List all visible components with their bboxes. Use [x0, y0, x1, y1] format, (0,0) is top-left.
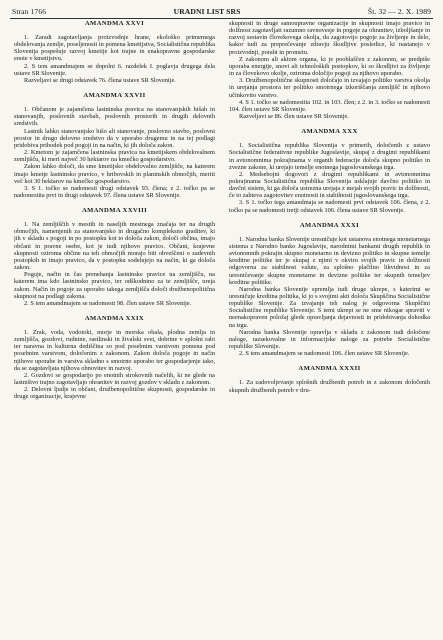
paragraph: 2. S tem amandmajem se nadomesti 106. člen ustave SR Slovenije.	[239, 350, 410, 358]
paragraph: Narodna banka Slovenije opravlja v skladu z zakonom tudi določene naloge, razsekovalne in informacijske naloge za potrebe Socialistične republike Slovenije.	[229, 328, 430, 351]
amendment-heading: AMANDMA XXIX	[84, 315, 145, 322]
issue-date: Št. 32 — 2. X. 1989	[367, 6, 431, 16]
paragraph: 1. Zaradi zagotavljanja proizvodnje hrane, ekološko primernega obdelovanja zemlje, poseljenosti in pomena kmetijstva, Socialistična republika Slovenija pospešuje razvoj kmetije kot trajne in enakopravne gospodarske enote v kmetijstvu.	[14, 34, 215, 63]
paragraph: 1. Socialistična republika Slovenija v primerih, določenih z ustavo Socialistične federativne republike Jugoslavije, skupaj z drugimi republikami in avtonomnima pokrajinama v organih federacije določa skupno politiko in zvezne zakone, ki urejajo temelje enotnega jugoslovanskega trga.	[229, 142, 430, 171]
paragraph: 1. Za zadovoljevanje splošnih družbenih potreb in z zakonom določenih skupnih družbenih potreb v dru-	[229, 379, 430, 394]
paragraph: 1. Narodna banka Slovenije uresničuje kot ustanova enotnega monetarnega sistema z Narodno banko Jugoslavije, narodnimi bankami drugih republik in avtonomnih pokrajin skupno monetarno in devizno politiko in skupne temelje kreditne politike ter je skupaj z njimi v okviru svojih pravic in dolžnosti odgovorna za stabilnost valute, za splošno plačilno likvidnost in za uresničevanje skupne monetarne in devizne politike ter skupnih temeljev kreditne politike.	[229, 235, 430, 286]
amendment-heading: AMANDMA XXXII	[298, 365, 361, 373]
paragraph: Zakon lahko določi, da sme kmetijsko obdelovalno zemljišče, na katerem imajo kmetje lastninsko pravico, v hribovskih in planinskih območjih, meriti več kot 30 hektarov na kmečko gospodarstvo.	[14, 163, 215, 185]
amendment-heading: AMANDMA XXX	[301, 128, 358, 136]
amendment-heading: AMANDMA XXXI	[299, 221, 360, 229]
paragraph: 3. Družbenopolitične skupnosti določajo in izvajajo politiko varstva okolja in urejanja prostora ter politiko smotrnega izkoriščanja zemljišč in njihovo učinkovito varstvo.	[229, 77, 430, 99]
paragraph: 2. S tem amandmajem se nadomesti 98. člen ustave SR Slovenije.	[24, 299, 192, 307]
paragraph: 3. S 1. točko se nadomesti drugi odstavek 93. člena; z 2. točko pa se nadomestita prvi in drugi odstavek 97. člena ustave SR Slovenije.	[14, 184, 215, 199]
paragraph: skupnosti in druge samoupravne organizacije in skupnosti imajo pravico in dolžnost zagotavljati razumno ravnovesje in pogoje za ohranitev, izboljšanje in razvoj sestavin človekovega okolja, da zagotovijo pogoje za življenje in delo, kakor tudi za preprečevanje zdravju škodljive posledice, ki nastanejo v proizvodnji, porabi in prometu.	[229, 20, 430, 56]
page-header	[12, 5, 431, 17]
paragraph: Narodna banka Slovenije spremlja tudi druge ukrepe, s katerimi se uresničuje kreditna politika, ki jo s svojimi akti določa Skupščina Socialistične republike Slovenije. Za izvajanje teh nalog je odgovorna Skupščini Socialistične republike Slovenije. S temi ukrepi se ne sme nikogar spraviti v neenakopraven položaj glede opravljanja dejavnosti in pridobivanja dohodka na trgu.	[229, 285, 430, 329]
paragraph: Razveljavi se 86. člen ustave SR Slovenije.	[239, 113, 349, 121]
paragraph: 2. Delovni ljudje in občani, družbenopolitične skupnosti, gospodarske in druge organizacije, krajevne	[14, 386, 215, 401]
paragraph: 4. S 1. točko se nadomestita 102. in 103. člen; z 2. in 3. točko se nadomesti 104. člen ustave SR Slovenije.	[229, 98, 430, 113]
paragraph: Lastnik lahko stanovanjsko hišo ali stanovanje, poslovno stavbo, poslovni prostor in drugo delovno sredstvo da v uporabo drugemu in na tej podlagi pridobiva prihodek pod pogoji in na način, ki jih določa zakon.	[14, 127, 215, 149]
amendment-heading: AMANDMA XXVI	[84, 20, 145, 27]
paragraph: 2. Gozdovi se gospodarijo po enotnih strokovnih načelih, ki ne glede na lastništvo trajno zagotavljajo ohranitev in razvoj gozdov v skladu z zakonom.	[14, 371, 215, 387]
paragraph: 3. S 1. točko tega amandmaja se nadomesti prvi odstavek 106. člena, z 2. točko pa se nadomesti tretji odstavek 106. člena ustave SR Slovenije.	[229, 199, 430, 214]
paragraph: 1. Zrak, voda, vodotoki, morje in morska obala, plodna zemlja in zemljišča, gozdovi, rudnine, rastlinski in živalski svet, dobrine v splošni rabi ter naravna in kulturna dediščina so pod posebnim varstvom pomena pod posebnim varstvom, določenim z zakonom. Zakon določa pogoje in način njihove uporabe in varstva skladno s smotrno uporabo ter gospodarjenje tako, da se zagotavljata njihova obnovitev in razvoj.	[14, 329, 215, 372]
paragraph: 2. Kmetom je zajamčena lastninska pravica na kmetijskem obdelovalnem zemljišču, ki meri največ 30 hektarov na kmečko gospodarstvo.	[14, 149, 215, 164]
paragraph: 2. S tem amandmajem se dopolni 6. razdelek I. poglavja drugega dela ustave SR Slovenije.	[14, 62, 215, 77]
right-column	[229, 20, 430, 638]
amendment-heading: AMANDMA XXVIII	[81, 207, 148, 215]
journal-title: URADNI LIST SRS	[173, 6, 241, 16]
amendment-heading: AMANDMA XXVII	[83, 92, 146, 100]
paragraph: 2. Medsebojni dogovori z drugimi republikami in avtonomnima pokrajinama Socialistična republika Slovenija usklajuje davčno politiko in davčni sistem, ki ga določa ustrezna urejaja z mejah svojih pravic in dolžnosti, če to zahteva zagotovitev enotnosti in stabilnosti jugoslovanskega trga.	[229, 170, 430, 200]
paragraph: Razveljavi se drugi odstavek 76. člena ustave SR Slovenije.	[24, 76, 176, 84]
paragraph: Z zakonom ali aktom organa, ki je pooblaščen z zakonom, se predpiše uporaba energije, snovi ali tehnoloških postopkov, ki so škodljivi za življenje in za človekovo okolje, oziroma določijo pogoji za njihovo uporabo.	[229, 55, 430, 78]
paragraph: Pogoje, način in čas prenehanja lastninske pravice na zemljišču, na katerem ima kdo lastninsko pravico, ter odškodnino za te zemljišče, ureja zakon. Način in pogoje za uporabo takega zemljišča določi družbenopolitična skupnost na podlagi zakona.	[14, 271, 215, 300]
header-rule	[10, 18, 433, 19]
left-column	[14, 20, 215, 638]
page-number: Stran 1766	[12, 6, 47, 16]
paragraph: 1. Na zemljiščih v mestih in naseljih mestnega značaja ter na drugih območjih, namenjenih za stanovanjsko in drugačno kompleksno graditev, ki jih v skladu s pogoji in po postopku kot to določa zakon, določi občina, imajo občani in pravne osebe, kot je tudi njihovo pravico. Občani, krajevne skupnosti oziroma občine na teh območjih morajo biti obveščeni o zadevnih postopkih in imajo pravico, da v postopku sodelujejo na način, ki ga določa zakon.	[14, 221, 215, 272]
paragraph: 1. Občanom je zajamčena lastninska pravica na stanovanjskih hišah in stanovanjih, poslovnih stavbah, poslovnih prostorih in drugih delovnih sredstvih.	[14, 106, 215, 128]
